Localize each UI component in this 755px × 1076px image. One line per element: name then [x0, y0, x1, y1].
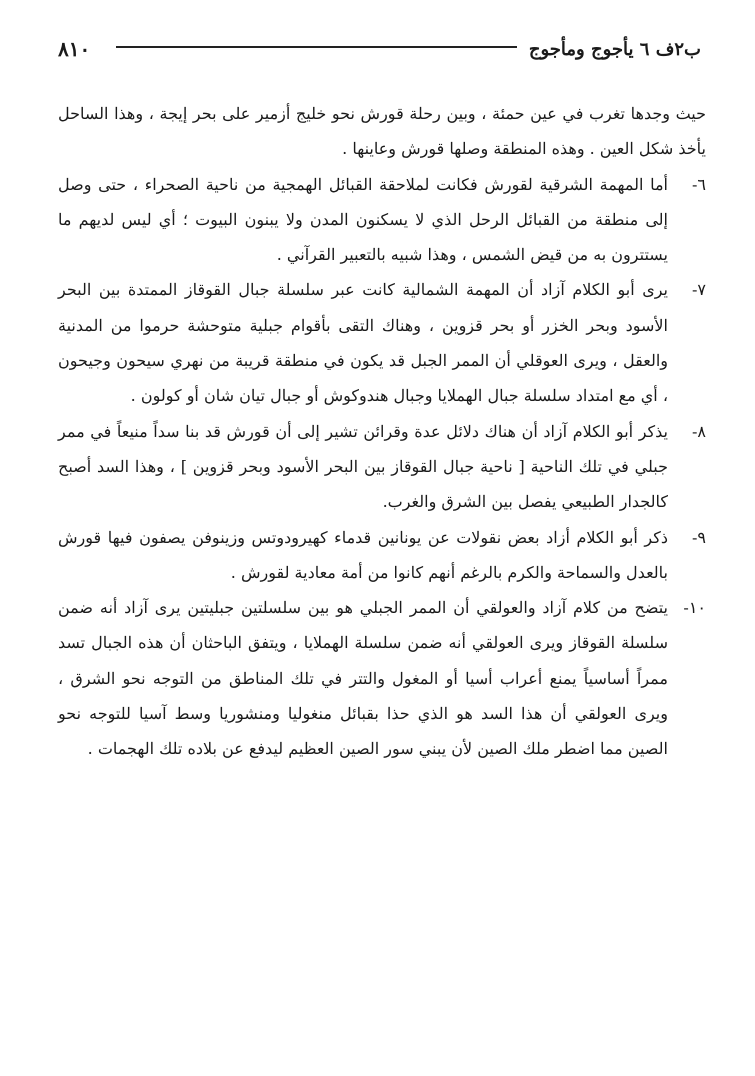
page-body [58, 96, 706, 767]
running-head: ب٢ف ٦ يأجوج ومأجوج [528, 38, 701, 60]
list-item-9 [58, 520, 706, 591]
list-item-8 [58, 414, 706, 520]
item-number: ٨- [692, 421, 706, 441]
item-text: يرى أبو الكلام آزاد أن المهمة الشمالية كانت عبر سلسلة جبال القوقاز الممتدة بين البحر الأسود وبحر الخزر أو بحر قزوين ، وهناك التقى بأقوام جبلية متوحشة حرموا من المدنية والعقل ، ويرى العوقلي أن الممر الجبل قد يكون في منطقة قريبة من نهري سيحون وجيحون ، أي مع امتداد سلسلة جبال الهملايا وجبال هندوكوش أو جبال تيان شان أو كولون . [58, 280, 668, 406]
item-number: ٩- [692, 527, 706, 547]
item-number: ٦- [692, 174, 706, 194]
list-item-7 [58, 272, 706, 413]
item-number: ١٠- [683, 598, 706, 618]
item-text: يذكر أبو الكلام آزاد أن هناك دلائل عدة وقرائن تشير إلى أن قورش قد بنا سداً منيعاً في ممر جبلي في تلك الناحية [ ناحية جبال القوقاز بين البحر الأسود وبحر قزوين ] ، وهذا السد أصبح كالجدار الطبيعي يفصل بين الشرق والغرب. [58, 421, 669, 512]
header-rule [116, 46, 517, 48]
item-text: ذكر أبو الكلام أزاد بعض نقولات عن يونانين قدماء كهيرودوتس وزينوفن يصفون فيها قورش بالعدل والسماحة والكرم بالرغم أنهم كانوا من أمة معادية لقورش . [58, 527, 668, 582]
list-item-10 [58, 590, 706, 766]
item-number: ٧- [692, 280, 706, 300]
intro-paragraph: حيث وجدها تغرب في عين حمئة ، وبين رحلة قورش نحو خليج أزمير على بحر إيجة ، وهذا الساحل يأخذ شكل العين . وهذه المنطقة وصلها قورش وعاينها . [58, 104, 706, 159]
list-item-6 [58, 167, 706, 273]
item-text: أما المهمة الشرقية لقورش فكانت لملاحقة القبائل الهمجية من ناحية الصحراء ، حتى وصل إلى منطقة من القبائل الرحل الذي لا يسكنون المدن ولا يبنون البيوت ؛ أي ليس لديهم ما يستترون به من قيض الشمس ، وهذا شبيه بالتعبير القرآني . [58, 174, 669, 265]
item-text: يتضح من كلام آزاد والعولقي أن الممر الجبلي هو بين سلسلتين جبليتين يرى آزاد أنه ضمن سلسلة القوقاز ويرى العولقي أنه ضمن سلسلة الهملايا ، ويتفق الباحثان أن هذه الجبال تسد ممراً أساسياً يمنع أعراب أسيا أو المغول والتتر في تلك المناطق من التوجه نحو الشرق ، ويرى العولقي أن هذا السد هو الذي حذا بقبائل منغوليا ومنشوريا وسط آسيا للتوجه نحو الصين مما اضطر ملك الصين لأن يبني سور الصين العظيم ليدفع عن بلاده تلك الهجمات . [58, 598, 669, 759]
page-header [58, 32, 701, 66]
page-number: ٨١٠ [58, 37, 91, 61]
